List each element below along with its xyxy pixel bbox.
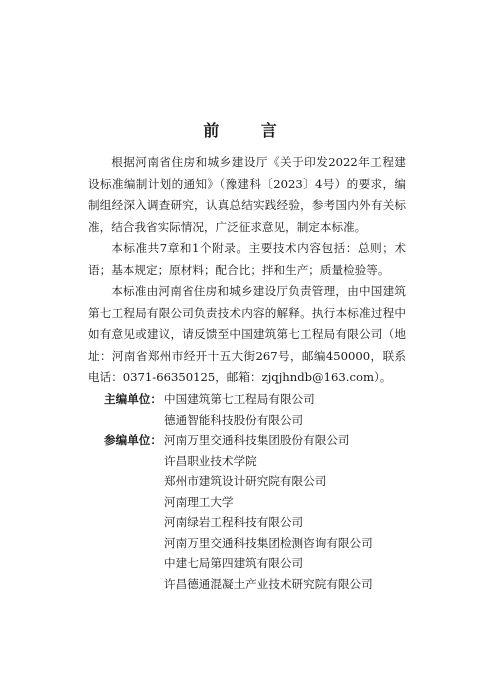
paragraph-basis: 根据河南省住房和城乡建设厅《关于印发2022年工程建设标准编制计划的通知》（豫建科〔2023〕4号）的要求，编制组经深入调查研究，认真总结实践经验，参考国内外有关标准，结合我省实际情况，广泛征求意见，制定本标准。	[88, 155, 406, 234]
unit-name: 许昌职业技术学院	[164, 453, 257, 468]
unit-name: 许昌德通混凝土产业技术研究院有限公司	[164, 576, 373, 591]
participating-units-label: 参编单位：	[104, 433, 162, 447]
unit-row	[88, 574, 418, 595]
paragraph-management: 本标准由河南省住房和城乡建设厅负责管理，由中国建筑第七工程局有限公司负责技术内容的解释。执行本标准过程中如有意见或建议，请反馈至中国建筑第七工程局有限公司（地址：河南省郑州市经开十五大街267号，邮编450000，联系电话：0371-66350125，邮箱：zjqjhndb@163.com）。	[88, 284, 406, 384]
unit-name: 河南万里交通科技集团股份有限公司	[164, 433, 350, 447]
unit-name: 河南万里交通科技集团检测咨询有限公司	[164, 535, 373, 550]
unit-row	[88, 492, 418, 513]
unit-row	[88, 553, 418, 574]
unit-name: 德通智能科技股份有限公司	[164, 412, 304, 427]
unit-name: 河南理工大学	[164, 494, 234, 509]
unit-row	[88, 533, 418, 554]
unit-row	[88, 451, 418, 472]
chief-units-block	[88, 389, 418, 430]
participating-units-block	[88, 430, 418, 594]
unit-name: 郑州市建筑设计研究院有限公司	[164, 474, 327, 488]
unit-name: 河南绿岩工程科技有限公司	[164, 515, 304, 529]
unit-row	[88, 410, 418, 431]
unit-row	[88, 471, 418, 492]
unit-name: 中建七局第四建筑有限公司	[164, 556, 304, 570]
unit-name: 中国建筑第七工程局有限公司	[164, 392, 315, 406]
chief-units-label: 主编单位：	[104, 392, 162, 406]
unit-row	[88, 430, 418, 451]
paragraph-contents: 本标准共7章和1个附录。主要技术内容包括：总则；术语；基本规定；原材料；配合比；拌和生产；质量检验等。	[88, 241, 406, 277]
page-title: 前 言	[203, 121, 295, 140]
foreword-body	[88, 152, 406, 389]
unit-row	[88, 512, 418, 533]
unit-row	[88, 389, 418, 410]
